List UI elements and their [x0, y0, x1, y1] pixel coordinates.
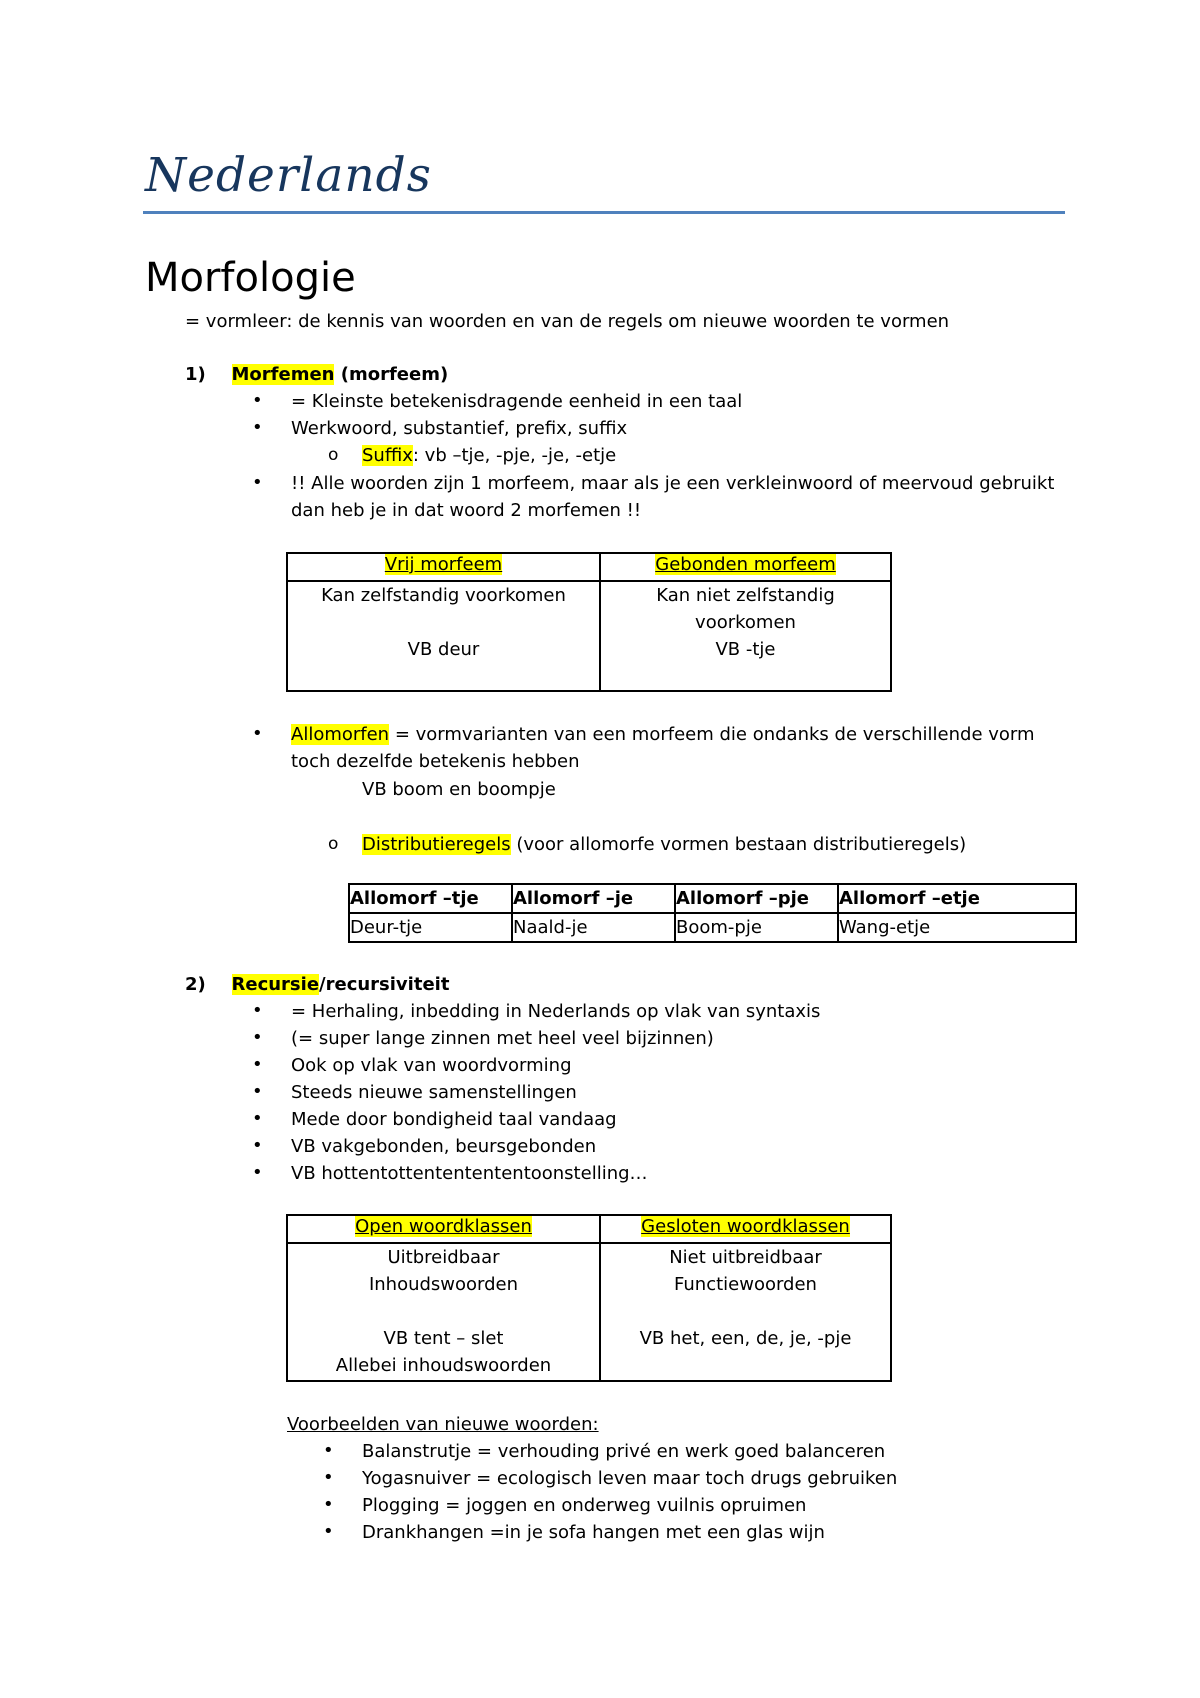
morfeem-table — [286, 552, 892, 692]
bullet-icon: • — [252, 472, 263, 493]
bullet-icon: • — [252, 417, 263, 438]
section1-term-rest: (morfeem) — [334, 364, 449, 385]
bullet-icon: • — [323, 1440, 334, 1461]
allomorf-header-je: Allomorf –je — [512, 884, 675, 913]
table-cell-line: Allebei inhoudswoorden — [335, 1355, 552, 1376]
morfeem-header-vrij: Vrij morfeem — [384, 554, 503, 575]
table-cell-line: voorkomen — [695, 612, 796, 633]
table-cell-line: Kan niet zelfstandig — [656, 585, 835, 606]
table-cell-line: Uitbreidbaar — [387, 1247, 500, 1268]
table-cell-line — [288, 1298, 599, 1325]
allomorf-header-pje: Allomorf –pje — [675, 884, 838, 913]
section1-bullet-1: = Kleinste betekenisdragende eenheid in een taal — [291, 391, 743, 412]
example-1: Balanstrutje = verhouding privé en werk goed balanceren — [362, 1441, 886, 1462]
table-cell-line: VB -tje — [715, 639, 776, 660]
section2-heading — [185, 974, 449, 996]
woordklassen-header-cell — [287, 1215, 600, 1243]
morfeem-header-cell — [600, 553, 891, 581]
distributie-rest: (voor allomorfe vormen bestaan distributieregels) — [510, 834, 967, 855]
table-cell-line — [601, 1298, 890, 1325]
bullet-icon: • — [252, 1054, 263, 1075]
allomorf-header-etje: Allomorf –etje — [838, 884, 1076, 913]
distributie-term: Distributieregels — [362, 834, 511, 855]
allomorf-term: Allomorfen — [291, 724, 390, 745]
allomorf-line-2: toch dezelfde betekenis hebben — [291, 751, 580, 772]
document-title: Nederlands — [145, 148, 432, 203]
section2-bullet-3: Ook op vlak van woordvorming — [291, 1055, 572, 1076]
allomorf-cell: Naald-je — [512, 913, 675, 942]
allomorf-header-tje: Allomorf –tje — [349, 884, 512, 913]
bullet-icon: • — [252, 1000, 263, 1021]
example-2: Yogasnuiver = ecologisch leven maar toch drugs gebruiken — [362, 1468, 898, 1489]
bullet-icon: • — [252, 1027, 263, 1048]
section1-number: 1) — [185, 364, 206, 385]
note-line-1: !! Alle woorden zijn 1 morfeem, maar als je een verkleinwoord of meervoud gebruikt — [291, 473, 1055, 494]
table-cell-line: VB tent – slet — [383, 1328, 504, 1349]
note-line-2: dan heb je in dat woord 2 morfemen !! — [291, 500, 642, 521]
section2-term-rest: /recursiviteit — [319, 974, 450, 995]
allomorf-line-1 — [291, 724, 1035, 746]
examples-heading: Voorbeelden van nieuwe woorden: — [287, 1414, 599, 1435]
section2-bullet-7: VB hottentottententententoonstelling… — [291, 1163, 648, 1184]
section2-term: Recursie — [231, 974, 320, 995]
sub-bullet-icon: o — [328, 834, 339, 854]
table-cell-line — [601, 1352, 890, 1379]
morfeem-cell-vrij — [287, 581, 600, 691]
bullet-icon: • — [323, 1521, 334, 1542]
suffix-term: Suffix — [362, 445, 413, 466]
section1-term: Morfemen — [231, 364, 335, 385]
table-cell-line — [288, 609, 599, 636]
section2-bullet-5: Mede door bondigheid taal vandaag — [291, 1109, 617, 1130]
table-cell-line: VB deur — [407, 639, 480, 660]
bullet-icon: • — [252, 723, 263, 744]
sub-bullet-icon: o — [328, 445, 339, 465]
table-cell-line: Niet uitbreidbaar — [669, 1247, 822, 1268]
suffix-line — [362, 445, 616, 467]
table-cell-line: Inhoudswoorden — [368, 1274, 519, 1295]
section2-number: 2) — [185, 974, 206, 995]
woordklassen-cell-open — [287, 1243, 600, 1381]
woordklassen-table — [286, 1214, 892, 1382]
morfeem-cell-gebonden — [600, 581, 891, 691]
allomorf-rest: = vormvarianten van een morfeem die ondanks de verschillende vorm — [389, 724, 1035, 745]
woordklassen-cell-gesloten — [600, 1243, 891, 1381]
example-3: Plogging = joggen en onderweg vuilnis opruimen — [362, 1495, 807, 1516]
heading-morfologie: Morfologie — [145, 255, 356, 301]
bullet-icon: • — [252, 1162, 263, 1183]
allomorf-cell: Deur-tje — [349, 913, 512, 942]
woordklassen-header-gesloten: Gesloten woordklassen — [641, 1216, 850, 1237]
bullet-icon: • — [252, 1081, 263, 1102]
bullet-icon: • — [252, 390, 263, 411]
definition-line: = vormleer: de kennis van woorden en van de regels om nieuwe woorden te vormen — [185, 311, 950, 332]
allomorf-example: VB boom en boompje — [362, 779, 556, 800]
section2-bullet-4: Steeds nieuwe samenstellingen — [291, 1082, 577, 1103]
example-4: Drankhangen =in je sofa hangen met een glas wijn — [362, 1522, 825, 1543]
section2-bullet-6: VB vakgebonden, beursgebonden — [291, 1136, 597, 1157]
allomorf-cell: Boom-pje — [675, 913, 838, 942]
allomorf-cell: Wang-etje — [838, 913, 1076, 942]
section1-heading — [185, 364, 448, 386]
table-cell-line: Functiewoorden — [674, 1274, 817, 1295]
morfeem-header-gebonden: Gebonden morfeem — [655, 554, 836, 575]
bullet-icon: • — [323, 1494, 334, 1515]
table-cell-line: VB het, een, de, je, -pje — [639, 1328, 852, 1349]
title-underline — [143, 211, 1065, 214]
section2-bullet-2: (= super lange zinnen met heel veel bijzinnen) — [291, 1028, 714, 1049]
suffix-rest: : vb –tje, -pje, -je, -etje — [412, 445, 617, 466]
table-cell-line: Kan zelfstandig voorkomen — [321, 585, 566, 606]
section1-bullet-2: Werkwoord, substantief, prefix, suffix — [291, 418, 628, 439]
bullet-icon: • — [252, 1108, 263, 1129]
allomorf-table — [348, 883, 1077, 943]
bullet-icon: • — [323, 1467, 334, 1488]
section2-bullet-1: = Herhaling, inbedding in Nederlands op vlak van syntaxis — [291, 1001, 821, 1022]
bullet-icon: • — [252, 1135, 263, 1156]
woordklassen-header-cell — [600, 1215, 891, 1243]
distributie-line — [362, 834, 966, 856]
woordklassen-header-open: Open woordklassen — [355, 1216, 532, 1237]
morfeem-header-cell — [287, 553, 600, 581]
